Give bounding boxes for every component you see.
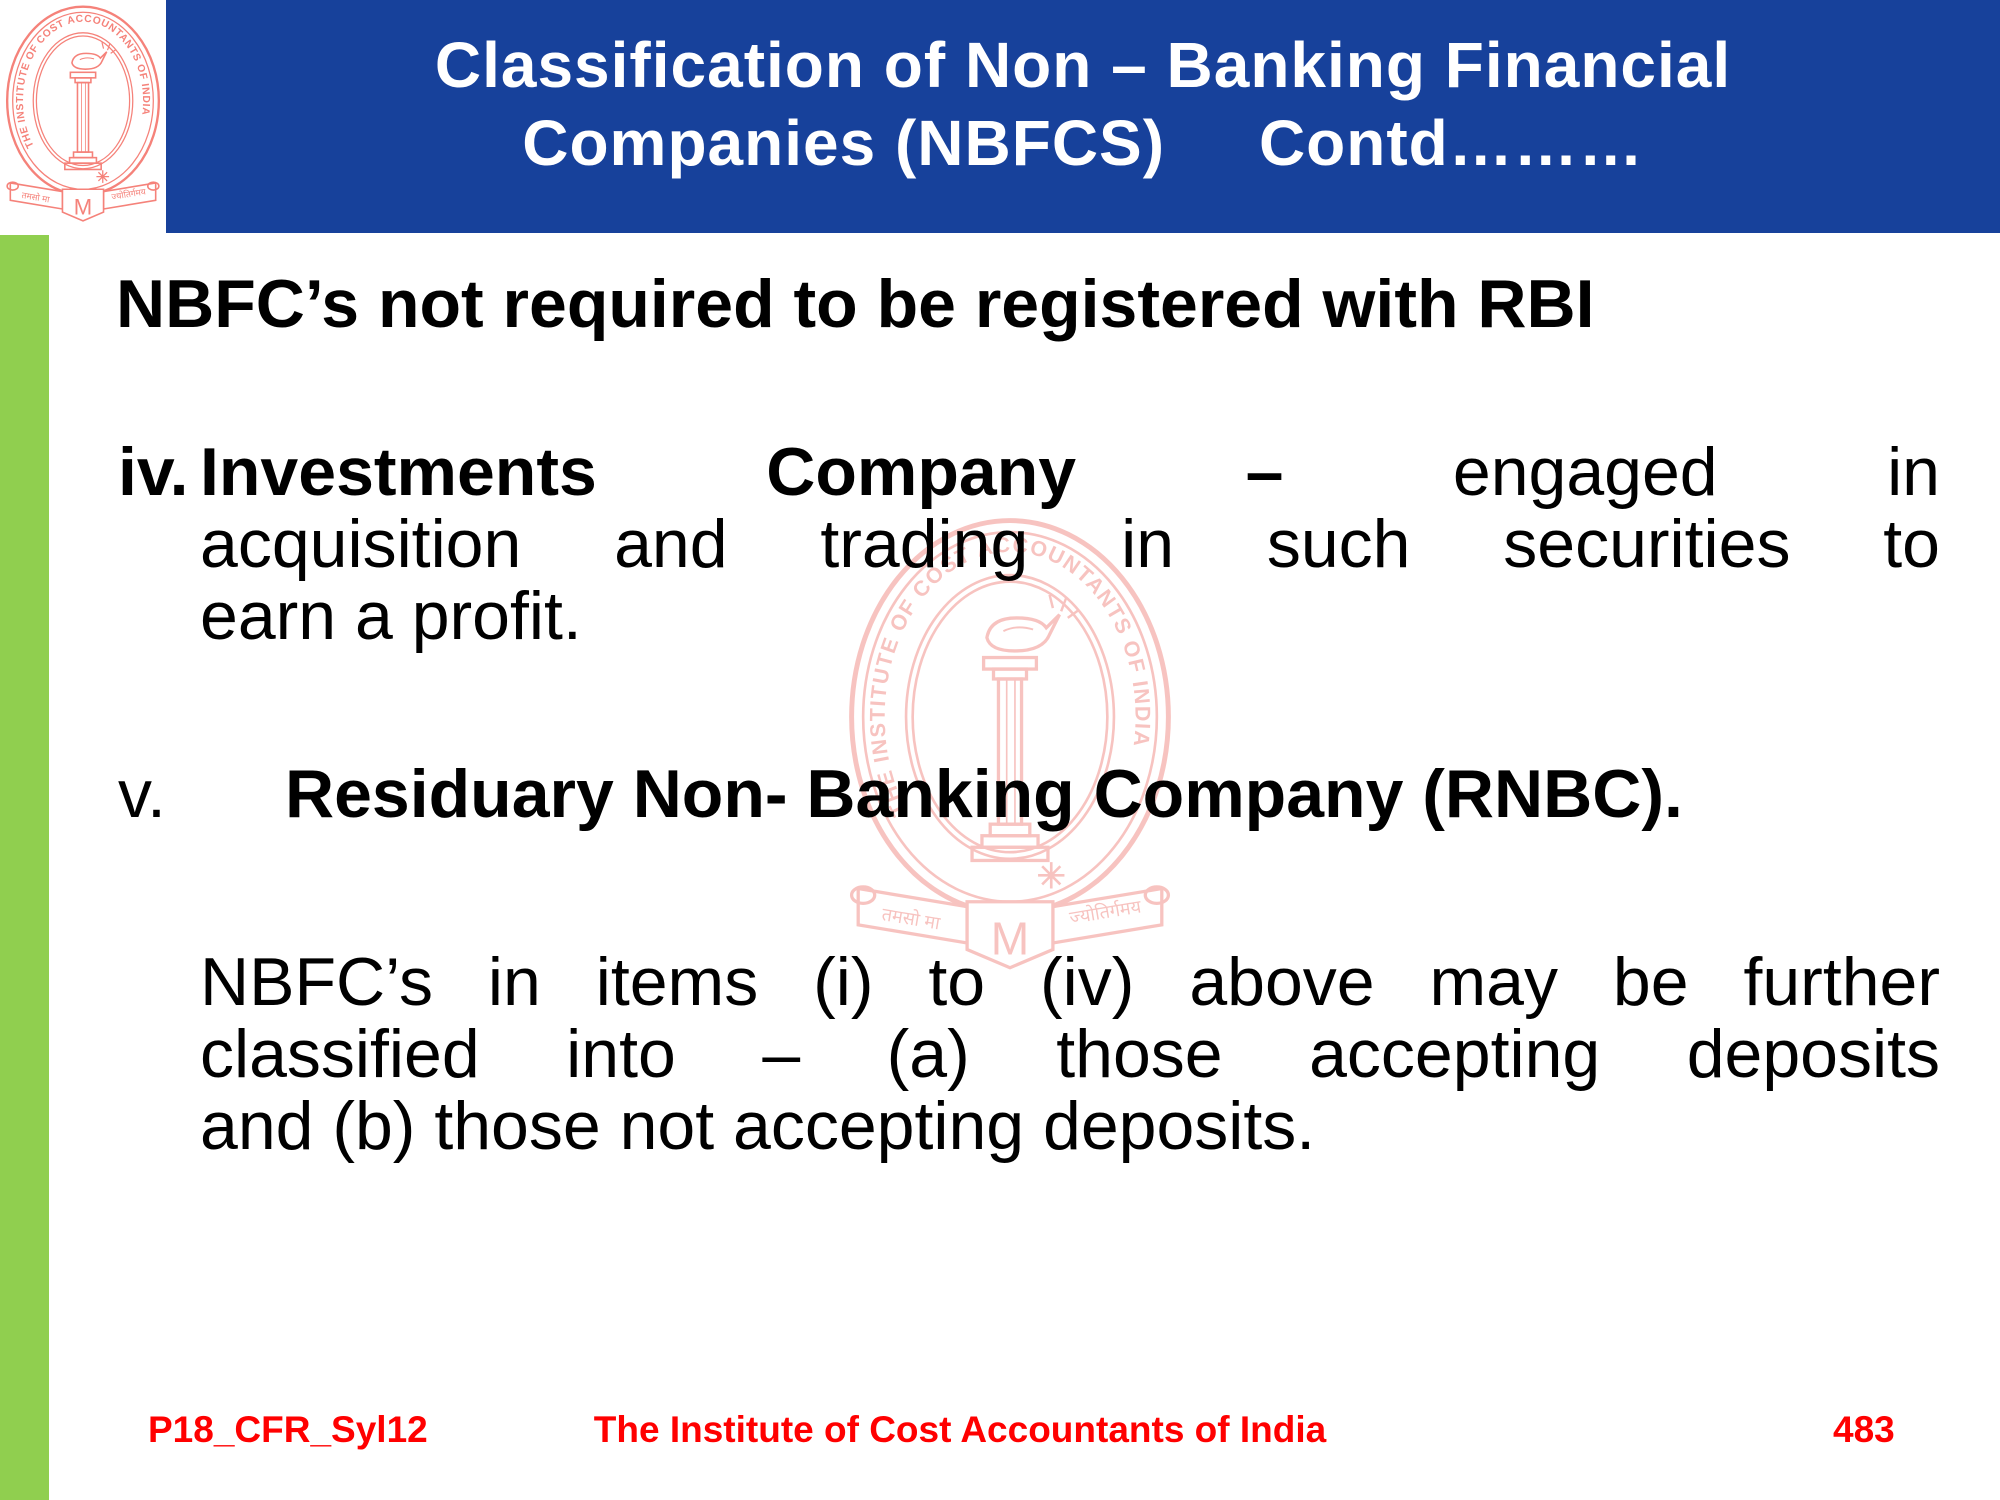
text-line: NBFC’s in items (i) to (iv) above may be further [200,944,1940,1020]
page-number: 483 [1833,1409,1895,1450]
text-line: acquisition and trading in such securities to [200,506,1940,582]
text-line: earn a profit. [200,578,582,654]
footer-institute-name: The Institute of Cost Accountants of India [593,1409,1327,1450]
text-line: classified into – (a) those accepting deposits [200,1016,1940,1092]
header-band [166,0,2000,233]
logo-box [0,0,166,235]
text-line: Investments Company – engaged in [200,434,1940,510]
list-marker-iv: iv. [118,434,189,510]
footer-course-code: P18_CFR_Syl12 [148,1409,428,1450]
section-heading: NBFC’s not required to be registered with RBI [116,266,1595,342]
closing-paragraph [200,946,1940,1162]
text-line: and (b) those not accepting deposits. [200,1088,1316,1164]
list-marker-v: v. [118,756,166,832]
list-item-v-text: Residuary Non- Banking Company (RNBC). [285,756,1683,832]
slide-title-line-2: Companies (NBFCS) Contd……… [522,107,1644,179]
list-item-iv-text [200,436,1940,652]
institute-logo-icon [4,4,162,222]
slide-title-line-1: Classification of Non – Banking Financial [434,29,1732,101]
list-item-iv [118,436,1940,652]
list-item-v [118,758,1940,830]
left-green-stripe [0,235,49,1500]
